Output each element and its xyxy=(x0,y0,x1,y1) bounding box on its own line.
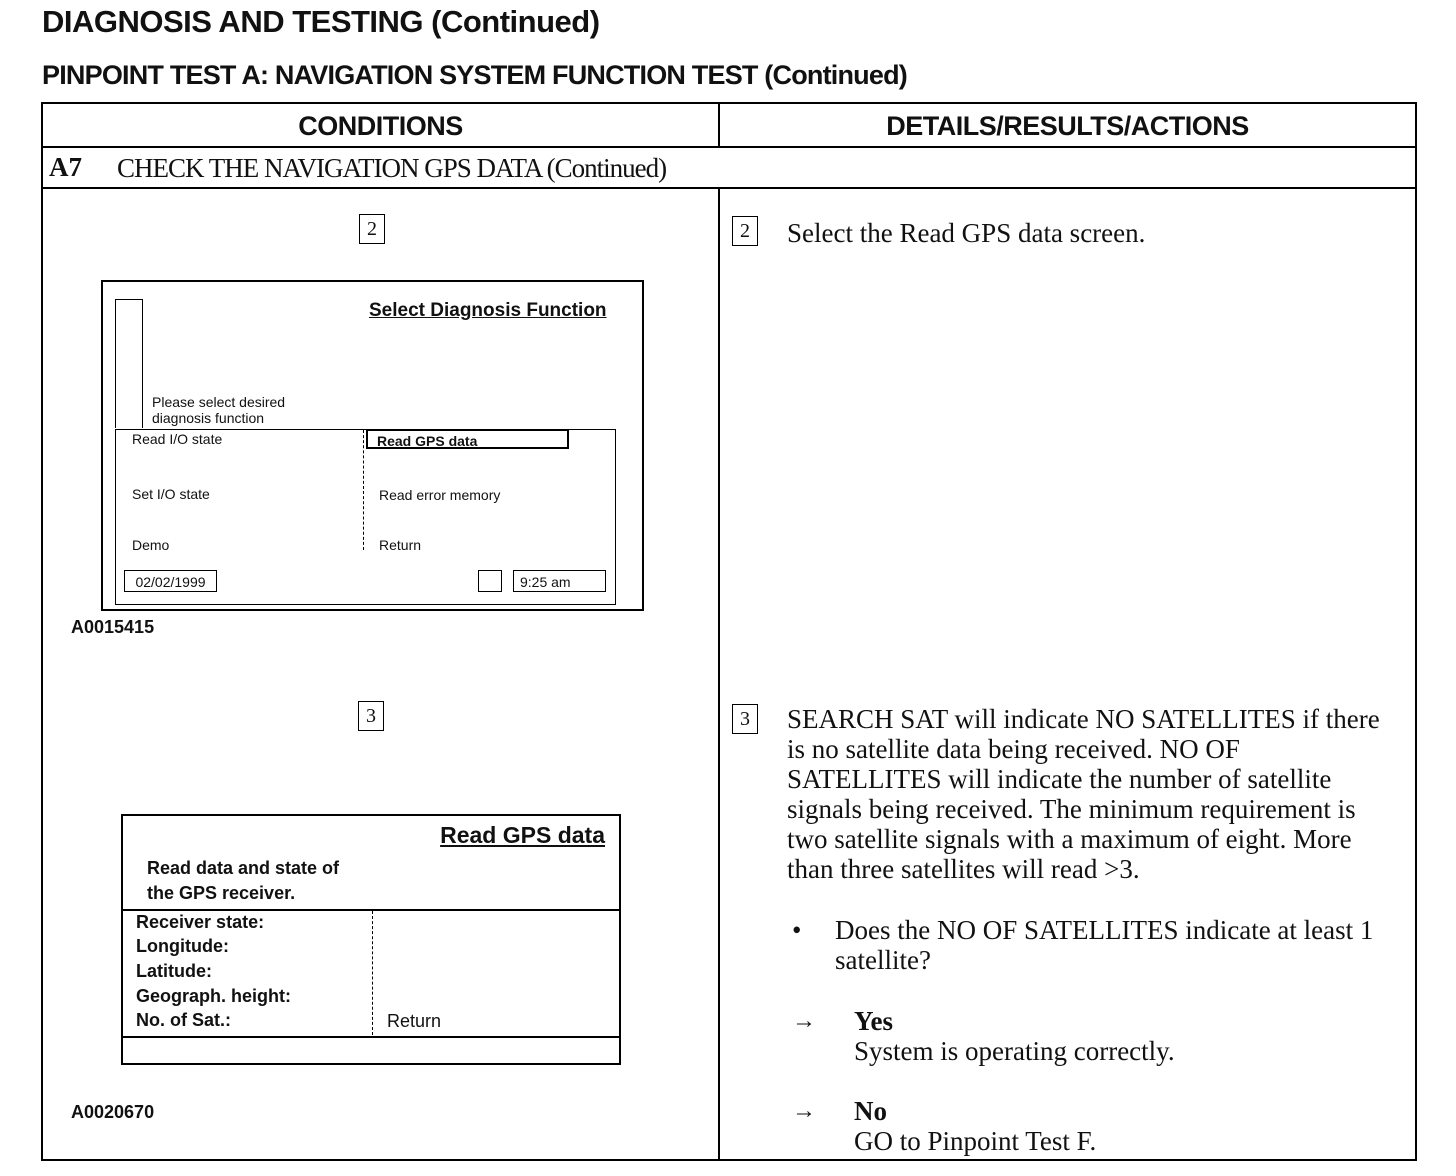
diagnosis-function-screen xyxy=(101,280,644,611)
arrow-right-icon: → xyxy=(792,1008,816,1034)
document-title: DIAGNOSIS AND TESTING (Continued) xyxy=(42,4,600,39)
diagnosis-menu-panel xyxy=(115,429,616,605)
screen-time: 9:25 am xyxy=(513,570,606,592)
screen-title: Read GPS data xyxy=(440,822,605,848)
step-title: CHECK THE NAVIGATION GPS DATA (Continued) xyxy=(117,153,667,183)
screen-column-divider xyxy=(372,911,373,1035)
screen-side-tab xyxy=(115,299,143,428)
pinpoint-table xyxy=(41,102,1417,1161)
screen-prompt-line2: diagnosis function xyxy=(152,410,265,426)
screen-status-box xyxy=(478,570,502,592)
menu-item-read-gps-data[interactable]: Read GPS data xyxy=(366,429,569,449)
screen-return-button[interactable]: Return xyxy=(387,1011,442,1031)
step-3-marker: 3 xyxy=(732,704,758,734)
read-gps-data-screen xyxy=(121,814,621,1065)
column-header-details: DETAILS/RESULTS/ACTIONS xyxy=(886,111,1249,141)
screen-subtitle-line1: Read data and state of xyxy=(147,858,340,878)
column-header-conditions: CONDITIONS xyxy=(298,111,463,141)
arrow-right-icon: → xyxy=(792,1098,816,1124)
step-2-detail: Select the Read GPS data screen. xyxy=(787,218,1146,248)
step-3-detail: SEARCH SAT will indicate NO SATELLITES if there is no satellite data being received. NO OF SATELLITES will indicate the number of satellite signals being received. The minimum requirement is two satellite signals with a maximum of eight. More than three satellites will read >3. xyxy=(787,704,1380,884)
menu-item-return[interactable]: Return xyxy=(379,537,422,553)
screen-title: Select Diagnosis Function xyxy=(369,300,607,321)
screen-separator xyxy=(123,909,619,911)
screen-footer-line xyxy=(123,1036,619,1038)
bullet-icon: • xyxy=(792,915,802,945)
screen-subtitle-line2: the GPS receiver. xyxy=(147,883,296,903)
menu-item-set-io-state[interactable]: Set I/O state xyxy=(132,486,210,502)
step-3-marker: 3 xyxy=(358,701,384,731)
screen-prompt-line1: Please select desired xyxy=(152,394,286,410)
menu-divider xyxy=(363,430,364,550)
step-2-marker: 2 xyxy=(359,214,385,244)
field-longitude: Longitude: xyxy=(136,936,229,956)
column-divider xyxy=(718,189,720,1159)
menu-item-read-io-state[interactable]: Read I/O state xyxy=(132,431,223,447)
screen-date: 02/02/1999 xyxy=(124,570,217,592)
answer-no-label: No xyxy=(854,1096,887,1126)
field-no-of-sat: No. of Sat.: xyxy=(136,1010,231,1030)
answer-yes-action: System is operating correctly. xyxy=(854,1036,1175,1066)
figure-id: A0015415 xyxy=(71,617,155,637)
step-2-marker: 2 xyxy=(732,216,758,246)
menu-item-read-error-memory[interactable]: Read error memory xyxy=(379,487,501,503)
field-latitude: Latitude: xyxy=(136,961,212,981)
menu-item-demo[interactable]: Demo xyxy=(132,537,170,553)
step-id: A7 xyxy=(49,152,82,182)
field-geograph-height: Geograph. height: xyxy=(136,986,291,1006)
answer-yes-label: Yes xyxy=(854,1006,893,1036)
table-header-row xyxy=(43,104,1415,148)
figure-id: A0020670 xyxy=(71,1102,155,1122)
pinpoint-test-title: PINPOINT TEST A: NAVIGATION SYSTEM FUNCTION TEST (Continued) xyxy=(42,60,907,90)
answer-no-action: GO to Pinpoint Test F. xyxy=(854,1126,1097,1156)
step-heading-row xyxy=(43,148,1415,189)
field-receiver-state: Receiver state: xyxy=(136,912,265,932)
step-3-question: Does the NO OF SATELLITES indicate at least 1 satellite? xyxy=(835,915,1374,975)
